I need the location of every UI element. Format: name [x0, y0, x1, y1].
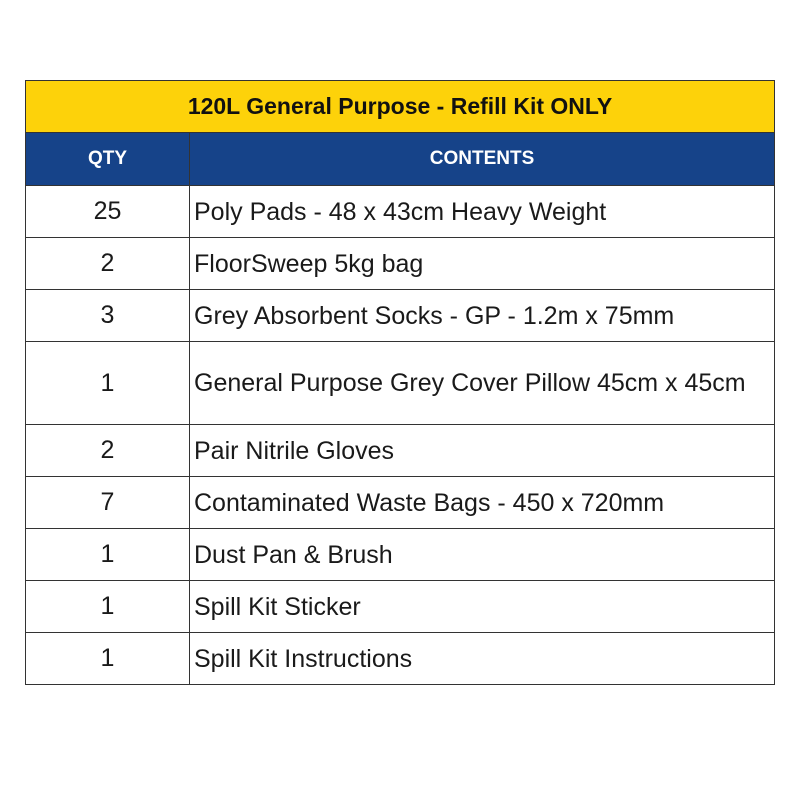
- table-row: [26, 633, 775, 685]
- contents-cell: Spill Kit Sticker: [190, 581, 775, 633]
- qty-cell: 1: [26, 342, 190, 425]
- contents-cell: FloorSweep 5kg bag: [190, 238, 775, 290]
- table-row: [26, 290, 775, 342]
- qty-cell: 7: [26, 477, 190, 529]
- contents-cell: General Purpose Grey Cover Pillow 45cm x 45cm: [190, 342, 775, 425]
- contents-column-header: CONTENTS: [190, 133, 775, 186]
- qty-cell: 1: [26, 581, 190, 633]
- table-row: [26, 529, 775, 581]
- table-row: [26, 425, 775, 477]
- contents-cell: Grey Absorbent Socks - GP - 1.2m x 75mm: [190, 290, 775, 342]
- table-title-row: [26, 81, 775, 133]
- table-title: 120L General Purpose - Refill Kit ONLY: [26, 81, 775, 133]
- contents-cell: Poly Pads - 48 x 43cm Heavy Weight: [190, 186, 775, 238]
- qty-cell: 2: [26, 425, 190, 477]
- contents-cell: Pair Nitrile Gloves: [190, 425, 775, 477]
- qty-cell: 25: [26, 186, 190, 238]
- table-row: [26, 477, 775, 529]
- qty-cell: 1: [26, 529, 190, 581]
- contents-cell: Contaminated Waste Bags - 450 x 720mm: [190, 477, 775, 529]
- qty-cell: 2: [26, 238, 190, 290]
- table-row: [26, 342, 775, 425]
- table-row: [26, 238, 775, 290]
- contents-cell: Spill Kit Instructions: [190, 633, 775, 685]
- qty-cell: 3: [26, 290, 190, 342]
- table-row: [26, 581, 775, 633]
- refill-kit-table: [25, 80, 775, 685]
- qty-cell: 1: [26, 633, 190, 685]
- qty-column-header: QTY: [26, 133, 190, 186]
- column-header-row: [26, 133, 775, 186]
- contents-cell: Dust Pan & Brush: [190, 529, 775, 581]
- table-row: [26, 186, 775, 238]
